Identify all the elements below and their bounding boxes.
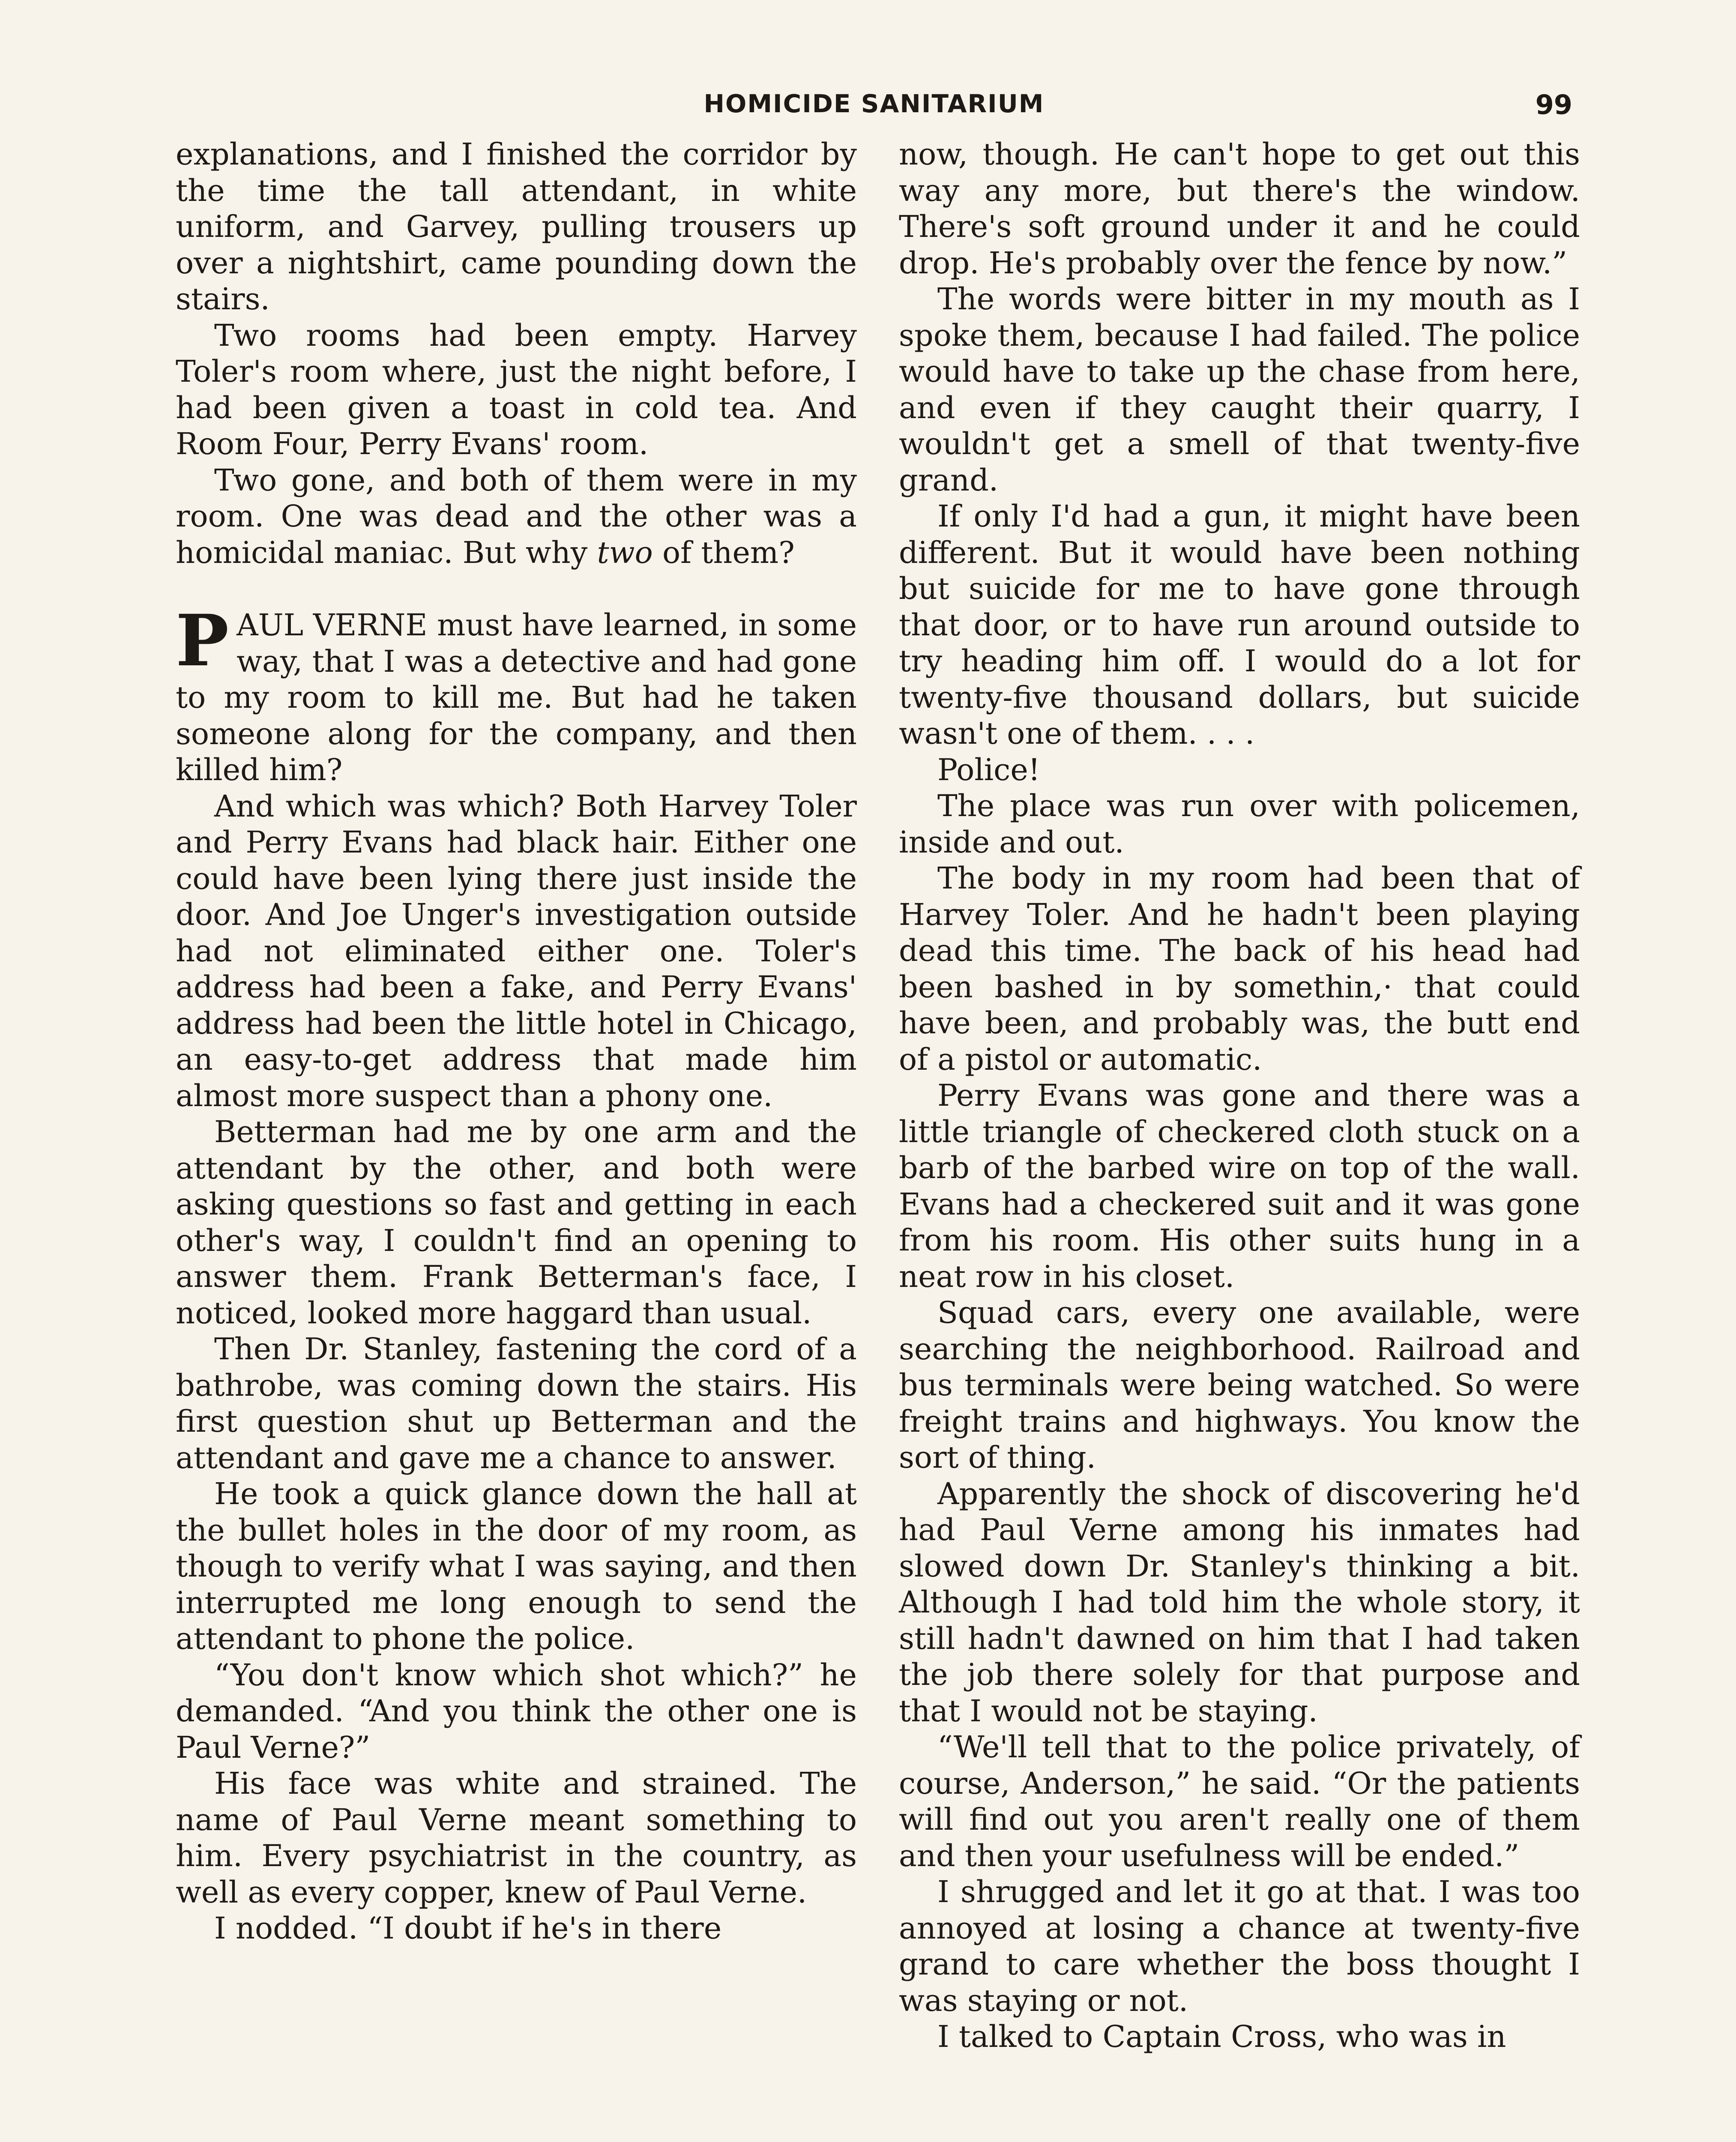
paragraph: I talked to Captain Cross, who was in bbox=[937, 2019, 1506, 2054]
section-opening-paragraph bbox=[176, 599, 857, 788]
paragraph: Perry Evans was gone and there was a little triangle of checkered cloth stuck on a barb of the barbed wire on top of the wall. Evans had a checkered suit and it was gone from his room. His other suits hung in a neat row in his closet. bbox=[899, 1078, 1580, 1294]
paragraph-text: Two gone, and both of them were in my room. One was dead and the other was a homicidal maniac. But why bbox=[176, 462, 857, 570]
paragraph-text: of them? bbox=[662, 535, 795, 570]
paragraph: Squad cars, every one available, were searching the neighborhood. Railroad and bus terminals were being watched. So were freight trains and highways. You know the sort of thing. bbox=[899, 1295, 1580, 1475]
right-column bbox=[899, 136, 1580, 2055]
paragraph: The place was run over with policemen, inside and out. bbox=[899, 788, 1580, 860]
paragraph: Apparently the shock of discovering he'd had Paul Verne among his inmates had slowed down Dr. Stanley's thinking a bit. Although I had told him the whole story, it still hadn't dawned on him that I had taken the job there solely for that purpose and that I would not be staying. bbox=[899, 1476, 1580, 1729]
paragraph: “You don't know which shot which?” he demanded. “And you think the other one is Paul Verne?” bbox=[176, 1657, 857, 1765]
paragraph: His face was white and strained. The name of Paul Verne meant something to him. Every psychiatrist in the country, as well as every copper, knew of Paul Verne. bbox=[176, 1766, 857, 1910]
paragraph: “We'll tell that to the police privately, of course, Anderson,” he said. “Or the patients will find out you aren't really one of them and then your usefulness will be ended.” bbox=[899, 1729, 1580, 1873]
paragraph: explanations, and I finished the corridor by the time the tall attendant, in white uniform, and Garvey, pulling trousers up over a nightshirt, came pounding down the stairs. bbox=[176, 137, 857, 317]
paragraph-text: AUL VERNE must have learned, in some way, that I was a detective and had gone to my room to kill me. But had he taken someone along for the company, and then killed him? bbox=[176, 607, 857, 787]
paragraph: Betterman had me by one arm and the attendant by the other, and both were asking questions so fast and getting in each other's way, I couldn't find an opening to answer them. Frank Betterman's face, I noticed, looked more haggard than usual. bbox=[176, 1114, 857, 1331]
paragraph: He took a quick glance down the hall at the bullet holes in the door of my room, as though to verify what I was saying, and then interrupted me long enough to send the attendant to phone the police. bbox=[176, 1476, 857, 1656]
paragraph bbox=[176, 462, 857, 571]
left-column bbox=[176, 136, 857, 1947]
paragraph: now, though. He can't hope to get out this way any more, but there's the window. There's soft ground under it and he could drop. He's probably over the fence by now.” bbox=[899, 137, 1580, 281]
emphasis: two bbox=[597, 535, 653, 570]
paragraph: I nodded. “I doubt if he's in there bbox=[214, 1911, 722, 1946]
paragraph: Police! bbox=[937, 752, 1040, 787]
paragraph: The body in my room had been that of Harvey Toler. And he hadn't been playing dead this time. The back of his head had been bashed in by somethin,· that could have been, and probably was, the butt end of a pistol or automatic. bbox=[899, 861, 1580, 1077]
paragraph: And which was which? Both Harvey Toler and Perry Evans had black hair. Either one could have been lying there just inside the door. And Joe Unger's investigation outside had not eliminated either one. Toler's address had been a fake, and Perry Evans' address had been the little hotel in Chicago, an easy-to-get address that made him almost more suspect than a phony one. bbox=[176, 788, 857, 1113]
page-number: 99 bbox=[1535, 89, 1572, 120]
paragraph: Then Dr. Stanley, fastening the cord of a bathrobe, was coming down the stairs. His first question shut up Betterman and the attendant and gave me a chance to answer. bbox=[176, 1331, 857, 1475]
paragraph: The words were bitter in my mouth as I spoke them, because I had failed. The police would have to take up the chase from here, and even if they caught their quarry, I wouldn't get a smell of that twenty-five grand. bbox=[899, 281, 1580, 498]
running-title: HOMICIDE SANITARIUM bbox=[703, 89, 1045, 118]
running-head bbox=[176, 89, 1572, 128]
drop-cap: P bbox=[176, 599, 229, 682]
paragraph: Two rooms had been empty. Harvey Toler's room where, just the night before, I had been given a toast in cold tea. And Room Four, Perry Evans' room. bbox=[176, 317, 857, 461]
paragraph: I shrugged and let it go at that. I was too annoyed at losing a chance at twenty-five grand to care whether the boss thought I was staying or not. bbox=[899, 1874, 1580, 2018]
paragraph: If only I'd had a gun, it might have been different. But it would have been nothing but suicide for me to have gone through that door, or to have run around outside to try heading him off. I would do a lot for twenty-five thousand dollars, but suicide wasn't one of them. . . . bbox=[899, 499, 1580, 751]
